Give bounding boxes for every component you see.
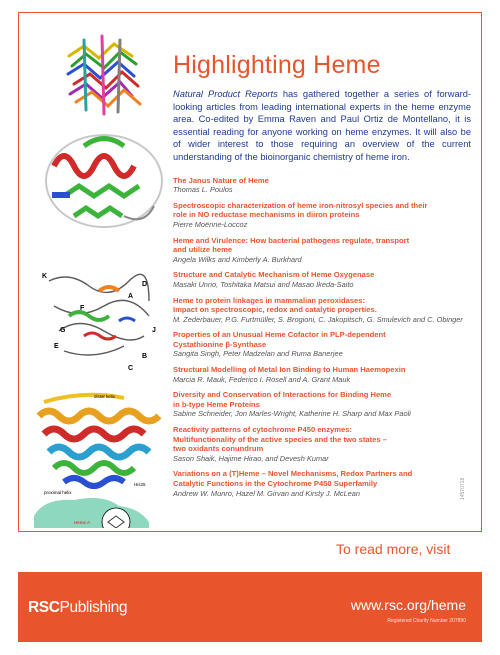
side-code: 14570718	[460, 477, 466, 500]
main-content	[173, 50, 471, 504]
article-title[interactable]: Reactivity patterns of cytochrome P450 enzymes: Multifunctionality of the active species and the two states – two oxidants conundrum	[173, 425, 387, 454]
helix-label: J	[152, 327, 156, 334]
publisher-rest: Publishing	[59, 599, 128, 616]
surface-heme-structure	[34, 498, 149, 528]
article-title[interactable]: Heme to protein linkages in mammalian peroxidases: Impact on spectroscopic, redox and catalytic properties.	[173, 295, 377, 315]
article-title[interactable]: Variations on a (T)Heme – Novel Mechanisms, Redox Partners and Catalytic Functions in the Cytochrome P450 Superfamily	[173, 469, 413, 488]
article-authors: Sabine Schneider, Jon Marles-Wright, Katherine H. Sharp and Max Paoli	[173, 409, 411, 419]
publisher-logo	[28, 599, 127, 617]
helix-label: C	[128, 365, 134, 372]
proximal-helix-label: proximal helix	[44, 490, 72, 495]
charity-number: Registered Charity Number 207890	[387, 618, 466, 624]
flyer-page	[18, 12, 482, 642]
article-title[interactable]: Diversity and Conservation of Interactions for Binding Heme in b-type Heme Proteins	[173, 390, 392, 409]
article-authors: Angela Wilks and Kimberly A. Burkhard	[173, 254, 302, 264]
rainbow-ribbon-structure	[39, 394, 159, 495]
article-item	[173, 176, 471, 195]
page-title: Highlighting Heme	[173, 51, 381, 79]
journal-name: Natural Product Reports	[173, 89, 278, 99]
article-authors: Sason Shaik, Hajime Hirao, and Devesh Kumar	[173, 453, 329, 463]
article-authors: M. Zederbauer, P.G. Furtmüller, S. Brogioni, C. Jakopitsch, G. Smulevich and C. Obinger	[173, 314, 463, 324]
helix-label: D	[142, 281, 148, 288]
article-item	[173, 270, 471, 289]
heme-label: Heme A	[74, 520, 91, 525]
labelled-helix-structure	[42, 273, 156, 372]
helix-label: K	[42, 273, 48, 280]
article-item	[173, 469, 471, 498]
article-title[interactable]: Heme and Virulence: How bacterial pathogens regulate, transport and utilize heme	[173, 235, 410, 255]
helix-label: B	[142, 353, 148, 360]
article-title[interactable]: The Janus Nature of Heme	[173, 175, 269, 185]
article-title[interactable]: Structure and Catalytic Mechanism of Heme Oxygenase	[173, 270, 375, 280]
protein-structures-illustration	[24, 16, 174, 528]
residue-label: His25	[134, 482, 146, 487]
article-title[interactable]: Properties of an Unusual Heme Cofactor in PLP-dependent Cystathionine β-Synthase	[173, 330, 386, 349]
article-authors: Thomas L. Poulos	[173, 185, 233, 195]
footer-bar	[18, 572, 482, 642]
helix-label: E	[54, 343, 59, 350]
article-item	[173, 201, 471, 230]
read-more-text: To read more, visit	[336, 541, 451, 557]
publisher-rsc: RSC	[28, 599, 60, 616]
article-authors: Sangita Singh, Peter Madzelan and Ruma Banerjee	[173, 349, 343, 359]
article-title[interactable]: Structural Modelling of Metal Ion Binding to Human Haemopexin	[173, 365, 406, 375]
article-item	[173, 236, 471, 265]
article-authors: Andrew W. Munro, Hazel M. Girvan and Kirsty J. McLean	[173, 488, 361, 498]
helix-label: F	[80, 305, 85, 312]
article-authors: Marcia R. Mauk, Federico I. Rosell and A. Grant Mauk	[173, 374, 351, 384]
helix-label: A	[128, 293, 134, 300]
article-item	[173, 296, 471, 325]
distal-helix-label: distal helix	[94, 394, 116, 399]
article-item	[173, 425, 471, 463]
article-authors: Pierre Moënne-Loccoz	[173, 219, 248, 229]
intro-text: has gathered together a series of forward-looking articles from leading international experts in the heme enzyme area. Co-edited by Emma Raven and Paul Ortiz de Montellano, it is essential reading for anyone working on heme enzymes. It will also be of wider interest to those requiring an overview of the current understanding of the bioinorganic chemistry of heme iron.	[173, 89, 471, 162]
helix-label: G	[60, 327, 66, 334]
article-item	[173, 365, 471, 384]
article-item	[173, 390, 471, 419]
article-authors: Masaki Unno, Toshitaka Matsui and Masao Ikeda-Saito	[173, 279, 354, 289]
website-link[interactable]: www.rsc.org/heme	[350, 597, 466, 613]
article-list	[173, 176, 471, 499]
article-item	[173, 330, 471, 359]
article-title[interactable]: Spectroscopic characterization of heme iron-nitrosyl species and their role in NO reductase mechanisms in diiron proteins	[173, 200, 428, 220]
heme-overlay-structure	[68, 36, 140, 114]
intro-paragraph	[173, 88, 471, 164]
heme-oxygenase-ribbon	[46, 135, 162, 227]
